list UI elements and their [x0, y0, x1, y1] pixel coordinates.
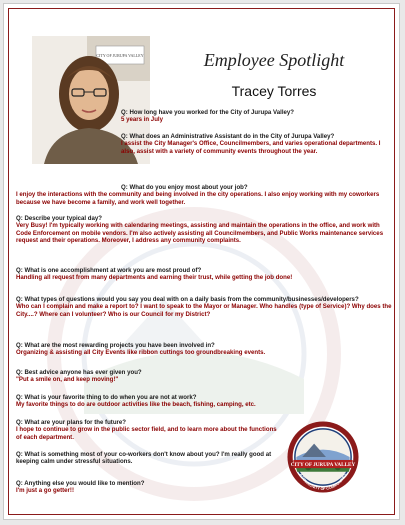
qa-item-1 [121, 109, 391, 124]
seal-motto: A COMMUNITY OF COMMUNITIES [298, 472, 348, 491]
answer-text: 5 years in July [121, 116, 164, 124]
question-text: Q: What are your plans for the future? [16, 419, 127, 426]
answer-text: I'm just a go getter!! [16, 487, 74, 495]
spotlight-page [3, 3, 400, 520]
question-text: Q: What is something most of your co-workers don't know about you? I'm really good at keeping calm under stressful situations. [16, 451, 272, 466]
city-seal-logo [286, 420, 360, 494]
answer-text: Organizing & assisting all City Events like ribbon cuttings too groundbreaking events. [16, 349, 266, 357]
qa-item-10 [16, 419, 278, 441]
qa-item-3 [16, 184, 392, 206]
qa-item-12 [16, 480, 278, 495]
qa-item-9 [16, 394, 392, 409]
qa-item-2 [121, 133, 391, 155]
answer-text: I hope to continue to grow in the public sector field, and to learn more about the functions of each department. [16, 426, 277, 441]
answer-text: Who can I complain and make a report to? I want to speak to the Mayor or Manager. Who handles (type of Service)? Why does the City....? Where can I volunteer? Who is our Council for my District? [16, 303, 392, 318]
qa-item-11 [16, 451, 278, 466]
question-text: Q: What types of questions would you say you deal with on a daily basis from the community/businesses/developers? [16, 296, 359, 303]
photo-sign-text: CITY OF JURUPA VALLEY [96, 53, 144, 58]
qa-item-4 [16, 215, 392, 244]
employee-name: Tracey Torres [231, 83, 317, 99]
question-text: Q: How long have you worked for the City of Jurupa Valley? [121, 109, 295, 116]
seal-text: CITY OF JURUPA VALLEY [290, 461, 356, 468]
answer-text: My favorite things to do are outdoor activities like the beach, fishing, camping, etc. [16, 401, 256, 409]
question-text: Q: What is one accomplishment at work you are most proud of? [16, 267, 202, 274]
question-text: Q: Describe your typical day? [16, 215, 103, 222]
qa-item-7 [16, 342, 392, 357]
qa-item-6 [16, 296, 392, 318]
qa-item-5 [16, 267, 392, 282]
question-text: Q: Best advice anyone has ever given you? [16, 369, 142, 376]
answer-text: Handling all request from many departments and earning their trust, while getting the job done! [16, 274, 293, 282]
question-text: Q: What does an Administrative Assistant do in the City of Jurupa Valley? [121, 133, 335, 140]
answer-text: I enjoy the interactions with the community and being involved in the city operations. I also enjoy working with my coworkers because we have become a family, and work well together. [16, 191, 380, 206]
question-text: Q: What are the most rewarding projects you have been involved in? [16, 342, 215, 349]
qa-item-8 [16, 369, 392, 384]
question-text: Q: What do you enjoy most about your job? [121, 184, 248, 191]
page-title: Employee Spotlight [203, 50, 345, 70]
answer-text: Very Busy! I'm typically working with calendaring meetings, assisting and maintain the operations in the office, and work with Code Enforcement on mobile vendors. I'm also actively assisting all Councilmembers, and Public Works maintenance services request and their operations. Moreover, I address any community complaints. [16, 222, 384, 244]
question-text: Q: What is your favorite thing to do when you are not at work? [16, 394, 197, 401]
answer-text: I assist the City Manager's Office, Councilmembers, and varies operational departments. I also, assist with a variety of community events throughout the year. [121, 140, 381, 155]
question-text: Q: Anything else you would like to mention? [16, 480, 145, 487]
answer-text: "Put a smile on, and keep moving!" [16, 376, 119, 384]
